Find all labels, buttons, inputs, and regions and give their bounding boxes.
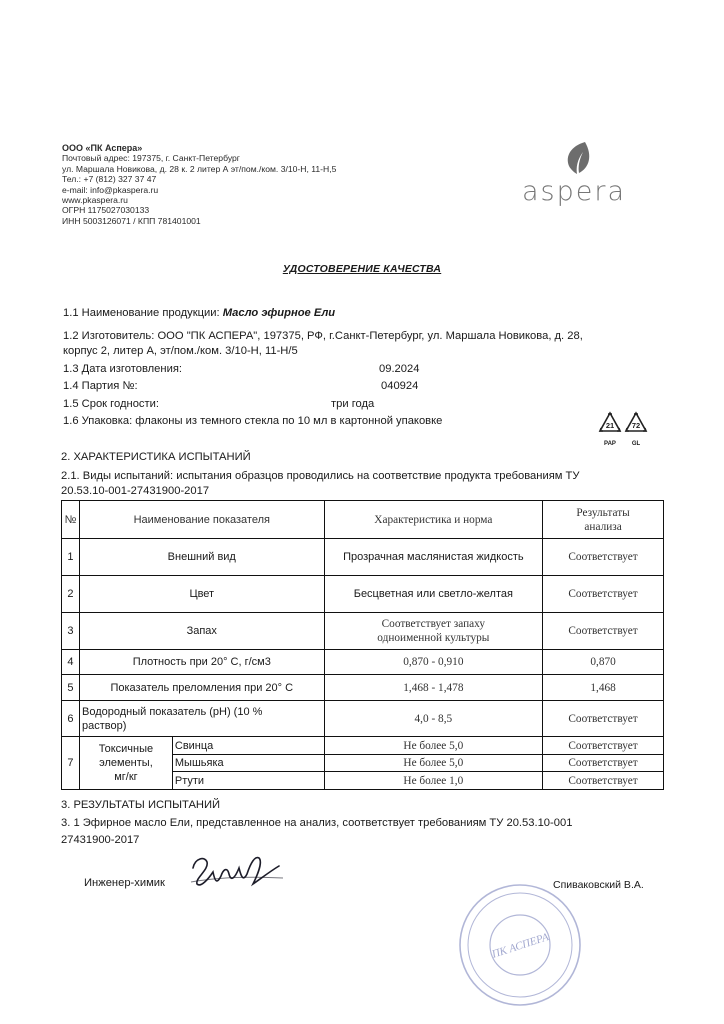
manufacturer-line-1: 1.2 Изготовитель: ООО "ПК АСПЕРА", 197375, РФ, г.Санкт-Петербург, ул. Маршала Новикова, д. 28, xyxy=(63,330,583,342)
toxic-result: Соответствует xyxy=(543,737,664,755)
row-indicator xyxy=(79,701,324,737)
table-row xyxy=(62,650,664,675)
toxic-result: Соответствует xyxy=(543,755,664,772)
table-row xyxy=(62,613,664,650)
logo-text: aspera xyxy=(522,176,627,207)
date-label: 1.3 Дата изготовления: xyxy=(63,363,182,375)
section-2-heading: 2. ХАРАКТЕРИСТИКА ИСПЫТАНИЙ xyxy=(61,451,251,463)
inn-kpp: ИНН 5003126071 / КПП 781401001 xyxy=(62,215,201,226)
toxic-label-l3: мг/кг xyxy=(114,771,138,783)
toxic-element: Ртути xyxy=(172,772,324,790)
row-norm: 0,870 - 0,910 xyxy=(324,650,543,675)
row-result: 0,870 xyxy=(543,650,664,675)
table-row xyxy=(62,675,664,701)
row-indicator: Плотность при 20° С, г/см3 xyxy=(79,650,324,675)
header-result-l2: анализа xyxy=(584,520,622,533)
row-result: Соответствует xyxy=(543,613,664,650)
row-num: 5 xyxy=(62,675,80,701)
svg-text:72: 72 xyxy=(631,421,641,430)
row-norm-l2: одноименной культуры xyxy=(377,632,490,644)
toxic-norm: Не более 5,0 xyxy=(324,755,543,772)
row-norm: Бесцветная или светло-желтая xyxy=(324,576,543,613)
row-result: Соответствует xyxy=(543,701,664,737)
ogrn: ОГРН 1175027030133 xyxy=(62,205,150,216)
recycle-pap-icon xyxy=(598,411,622,447)
row-norm: 4,0 - 8,5 xyxy=(324,701,543,737)
company-stamp-icon xyxy=(455,880,585,1010)
recycle-gl-icon xyxy=(624,411,648,447)
product-name-label: 1.1 Наименование продукции: xyxy=(63,307,220,319)
header-num: № xyxy=(62,501,80,539)
postal-address: Почтовый адрес: 197375, г. Санкт-Петербург xyxy=(62,153,240,164)
table-row xyxy=(62,539,664,576)
company-details xyxy=(62,143,336,226)
row-indicator: Показатель преломления при 20° С xyxy=(79,675,324,701)
header-result xyxy=(543,501,664,539)
manufacturer-line-2: корпус 2, литер А, эт/пом./ком. 3/10-Н, 11-Н/5 xyxy=(63,345,298,357)
table-row xyxy=(62,701,664,737)
table-header-row xyxy=(62,501,664,539)
signature-icon xyxy=(183,848,293,900)
result-line-2: 27431900-2017 xyxy=(61,834,140,846)
row-indicator-l2: раствор) xyxy=(81,719,127,732)
batch-value: 040924 xyxy=(381,380,419,392)
row-indicator: Цвет xyxy=(79,576,324,613)
table-row xyxy=(62,737,664,755)
recycle-code-pap: PAP xyxy=(604,441,616,447)
toxic-element: Свинца xyxy=(172,737,324,755)
row-norm-l1: Соответствует запаху xyxy=(381,618,486,630)
signatory-name: Спиваковский В.А. xyxy=(553,879,644,891)
tests-line-1: 2.1. Виды испытаний: испытания образцов проводились на соответствие продукта требованиям ТУ xyxy=(61,470,580,482)
row-num: 6 xyxy=(62,701,80,737)
toxic-element: Мышьяка xyxy=(172,755,324,772)
table-row xyxy=(62,576,664,613)
row-indicator: Внешний вид xyxy=(79,539,324,576)
product-name-line xyxy=(63,307,335,319)
section-3-heading: 3. РЕЗУЛЬТАТЫ ИСПЫТАНИЙ xyxy=(61,799,221,811)
website: www.pkaspera.ru xyxy=(62,195,128,206)
toxic-label xyxy=(79,737,172,790)
row-norm: Прозрачная маслянистая жидкость xyxy=(324,539,543,576)
street-address: ул. Маршала Новикова, д. 28 к. 2 литер А эт/пом./ком. 3/10-Н, 11-Н,5 xyxy=(62,163,337,174)
row-num: 7 xyxy=(62,737,80,790)
row-norm: 1,468 - 1,478 xyxy=(324,675,543,701)
svg-text:ПК АСПЕРА: ПК АСПЕРА xyxy=(490,931,551,961)
header-indicator: Наименование показателя xyxy=(79,501,324,539)
svg-text:21: 21 xyxy=(605,421,615,430)
row-num: 2 xyxy=(62,576,80,613)
shelf-life-value: три года xyxy=(331,398,375,410)
date-value: 09.2024 xyxy=(379,363,420,375)
phone: Тел.: +7 (812) 327 37 47 xyxy=(62,174,157,185)
row-num: 4 xyxy=(62,650,80,675)
result-line-1: 3. 1 Эфирное масло Ели, представленное на анализ, соответствует требованиям ТУ 20.53.10-001 xyxy=(61,817,573,829)
email: e-mail: info@pkaspera.ru xyxy=(62,184,159,195)
batch-label: 1.4 Партия №: xyxy=(63,380,138,392)
product-name-value: Масло эфирное Ели xyxy=(222,307,336,319)
company-name: ООО «ПК Аспера» xyxy=(62,143,143,153)
toxic-norm: Не более 5,0 xyxy=(324,737,543,755)
toxic-label-l2: элементы, xyxy=(99,757,153,769)
header-result-l1: Результаты xyxy=(576,506,630,519)
row-indicator: Запах xyxy=(79,613,324,650)
toxic-norm: Не более 1,0 xyxy=(324,772,543,790)
toxic-result: Соответствует xyxy=(543,772,664,790)
recycle-code-gl: GL xyxy=(631,441,641,447)
toxic-label-l1: Токсичные xyxy=(98,743,154,755)
results-table xyxy=(61,500,664,790)
tests-line-2: 20.53.10-001-27431900-2017 xyxy=(61,485,210,497)
shelf-life-label: 1.5 Срок годности: xyxy=(63,398,159,410)
row-result: 1,468 xyxy=(543,675,664,701)
row-indicator-l1: Водородный показатель (рН) (10 % xyxy=(81,705,263,718)
signature-role: Инженер-химик xyxy=(84,877,165,889)
packaging-line: 1.6 Упаковка: флаконы из темного стекла по 10 мл в картонной упаковке xyxy=(63,415,443,427)
row-norm xyxy=(324,613,543,650)
row-result: Соответствует xyxy=(543,576,664,613)
document-title: УДОСТОВЕРЕНИЕ КАЧЕСТВА xyxy=(282,263,442,275)
row-num: 3 xyxy=(62,613,80,650)
header-norm: Характеристика и норма xyxy=(324,501,543,539)
row-num: 1 xyxy=(62,539,80,576)
row-result: Соответствует xyxy=(543,539,664,576)
leaf-icon xyxy=(563,140,593,181)
